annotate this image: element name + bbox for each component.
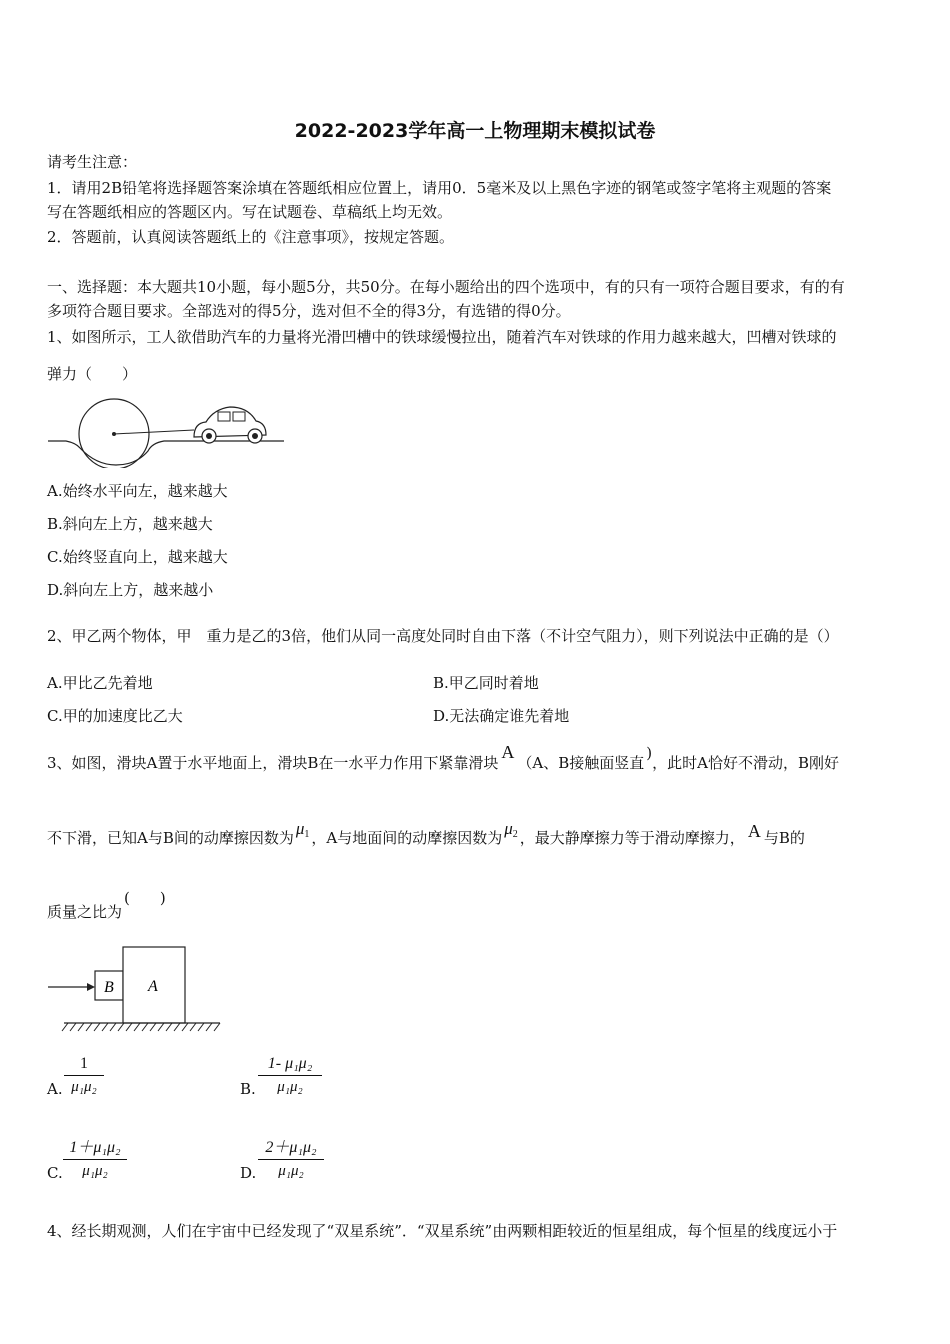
q3-mu1-sub: 1	[304, 829, 310, 840]
q2-option-b: B.甲乙同时着地	[433, 674, 539, 692]
q3-figure-blocks	[44, 942, 224, 1034]
q1-stem-line-1: 1、如图所示，工人欲借助汽车的力量将光滑凹槽中的铁球缓慢拉出，随着汽车对铁球的作用力越来越大，凹槽对铁球的	[47, 328, 837, 346]
section-intro-1: 一、选择题：本大题共10小题，每小题5分，共50分。在每小题给出的四个选项中，有的只有一项符合题目要求，有的有	[47, 278, 845, 296]
q3-option-b-numerator: 1- μ₁μ₂	[267, 1055, 313, 1072]
section-intro-2: 多项符合题目要求。全部选对的得5分，选对但不全的得3分，有选错的得0分。	[47, 302, 571, 320]
q3-text-1a: 3、如图，滑块A置于水平地面上，滑块B在一水平力作用下紧靠滑块	[47, 754, 499, 772]
q3-option-c-numerator: 1＋μ₁μ₂	[69, 1139, 121, 1156]
q3-symbol-a-2: A	[747, 821, 761, 841]
q2-stem: 2、甲乙两个物体，甲 重力是乙的3倍，他们从同一高度处同时自由下落（不计空气阻力），则下列说法中正确的是（）	[47, 627, 839, 645]
q3-text-3: 质量之比为	[47, 903, 123, 921]
q3-option-a-bar	[64, 1075, 104, 1076]
q1-option-c: C.始终竖直向上，越来越大	[47, 548, 228, 566]
q3-text-2b: ，A与地面间的动摩擦因数为	[311, 829, 503, 847]
q3-text-1c: ，此时A恰好不滑动，B刚好	[652, 754, 839, 772]
q1-stem-line-2: 弹力（ ）	[47, 365, 138, 383]
q1-option-b: B.斜向左上方，越来越大	[47, 515, 213, 533]
q3-option-b-fraction	[258, 1054, 322, 1097]
q3-text-2d: 与B的	[763, 829, 805, 847]
q3-mu2-symbol: μ	[504, 819, 513, 838]
notice-line-1b: 写在答题纸相应的答题区内。写在试题卷、草稿纸上均无效。	[47, 203, 453, 221]
q3-mu1-symbol: μ	[295, 819, 305, 838]
q4-stem-line-1: 4、经长期观测，人们在宇宙中已经发现了“双星系统”．“双星系统”由两颗相距较近的恒星组成，每个恒星的线度远小于	[47, 1222, 838, 1240]
q3-text-1b: （A、B接触面竖直	[517, 754, 645, 772]
q1-option-d: D.斜向左上方，越来越小	[47, 581, 214, 599]
q3-mu1	[296, 819, 310, 838]
notice-heading: 请考生注意：	[47, 153, 138, 171]
q3-option-c-denominator: μ₁μ₂	[82, 1163, 108, 1179]
notice-line-1a: 1．请用2B铅笔将选择题答案涂填在答题纸相应位置上，请用0．5毫米及以上黑色字迹的钢笔或签字笔将主观题的答案	[47, 179, 832, 197]
q3-option-c-bar	[63, 1159, 127, 1160]
q3-option-b-denominator: μ₁μ₂	[277, 1079, 303, 1095]
q3-option-c-fraction	[63, 1138, 127, 1181]
q3-symbol-a: A	[501, 742, 515, 762]
q1-option-a: A.始终水平向左，越来越大	[47, 482, 228, 500]
q2-option-d: D.无法确定谁先着地	[433, 707, 570, 725]
q3-option-d-bar	[258, 1159, 324, 1160]
q3-option-a-numerator: 1	[80, 1055, 88, 1072]
q3-stem-line-1	[47, 742, 839, 773]
q3-option-a-denominator: μ₁μ₂	[71, 1079, 97, 1095]
q3-option-b-letter: B.	[240, 1080, 256, 1098]
q1-figure-ball-and-car	[44, 393, 289, 468]
q3-option-c-letter: C.	[47, 1164, 63, 1182]
q3-paren-close: )	[646, 744, 653, 762]
q3-option-b-bar	[258, 1075, 322, 1076]
q3-figure-label-a: A	[148, 978, 158, 995]
q3-mu2	[504, 819, 518, 838]
q3-option-d-numerator: 2＋μ₁μ₂	[265, 1139, 317, 1156]
q3-option-d-letter: D.	[240, 1164, 257, 1182]
q2-option-a: A.甲比乙先着地	[47, 674, 153, 692]
q3-stem-line-2	[47, 819, 805, 854]
exam-title: 2022-2023学年高一上物理期末模拟试卷	[294, 120, 656, 142]
q3-mu2-sub: 2	[512, 829, 518, 840]
q3-answer-paren: ( )	[124, 889, 166, 907]
q3-text-2a: 不下滑，已知A与B间的动摩擦因数为	[47, 829, 294, 847]
q3-stem-line-3	[47, 889, 166, 922]
q3-option-a-fraction	[64, 1054, 104, 1097]
q3-option-d-denominator: μ₁μ₂	[278, 1163, 304, 1179]
q3-figure-label-b: B	[104, 979, 114, 996]
notice-line-2: 2．答题前，认真阅读答题纸上的《注意事项》，按规定答题。	[47, 228, 455, 246]
q2-option-c: C.甲的加速度比乙大	[47, 707, 183, 725]
q3-text-2c: ，最大静摩擦力等于滑动摩擦力，	[519, 829, 745, 847]
q3-option-d-fraction	[258, 1138, 324, 1181]
q3-option-a-letter: A.	[47, 1080, 63, 1098]
